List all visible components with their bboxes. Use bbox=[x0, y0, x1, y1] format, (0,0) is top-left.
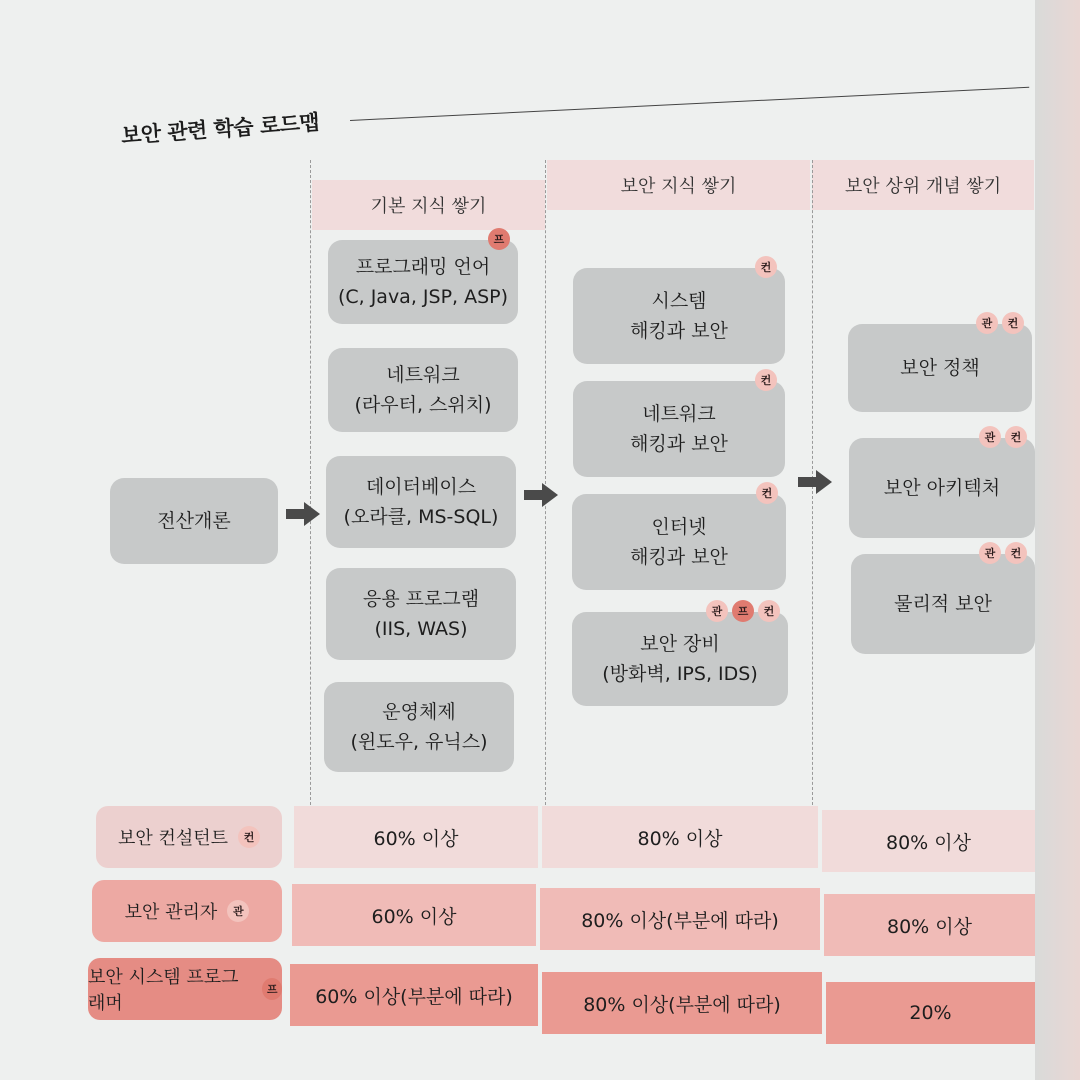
advanced-item-policy bbox=[848, 316, 1032, 412]
consultant-badge-icon: 컨 bbox=[756, 482, 778, 504]
column-header-security: 보안 지식 쌓기 bbox=[547, 160, 810, 210]
item-detail: (오라클, MS-SQL) bbox=[343, 506, 499, 528]
consultant-badge-icon: 컨 bbox=[1005, 426, 1027, 448]
role-cell-security: 80% 이상(부분에 따라) bbox=[540, 888, 820, 950]
role-cell-basic: 60% 이상 bbox=[294, 806, 538, 868]
item-detail: (방화벽, IPS, IDS) bbox=[602, 663, 758, 685]
item-title: 보안 장비 bbox=[640, 632, 720, 655]
badge-group bbox=[706, 600, 780, 622]
role-cell-basic: 60% 이상 bbox=[292, 884, 536, 946]
basic-item-database bbox=[326, 456, 516, 548]
manager-badge-icon: 관 bbox=[706, 600, 728, 622]
role-name: 보안 시스템 프로그래머 bbox=[88, 967, 239, 1014]
badge-group bbox=[756, 482, 778, 504]
role-cell-advanced: 80% 이상 bbox=[824, 894, 1035, 956]
item-title: 보안 정책 bbox=[900, 356, 980, 379]
arrow-right-icon bbox=[286, 502, 320, 526]
item-title: 응용 프로그램 bbox=[362, 587, 480, 610]
page-title: 보안 관련 학습 로드맵 bbox=[120, 110, 320, 148]
badge-group bbox=[755, 256, 777, 278]
role-label-manager bbox=[92, 880, 282, 942]
item-detail: 해킹과 보안 bbox=[630, 433, 728, 455]
arrow-right-icon bbox=[798, 470, 832, 494]
badge-group bbox=[488, 228, 510, 250]
security-item-internet bbox=[572, 486, 786, 590]
item-detail: (라우터, 스위치) bbox=[354, 394, 492, 416]
manager-badge-icon: 관 bbox=[227, 900, 249, 922]
start-box bbox=[110, 478, 278, 564]
security-item-equipment bbox=[572, 604, 788, 706]
badge-group bbox=[976, 312, 1024, 334]
column-header-basic: 기본 지식 쌓기 bbox=[312, 180, 545, 230]
consultant-badge-icon: 컨 bbox=[1002, 312, 1024, 334]
role-cell-advanced: 80% 이상 bbox=[822, 810, 1035, 872]
badge-group bbox=[755, 369, 777, 391]
security-item-network bbox=[573, 373, 785, 477]
basic-item-programming bbox=[328, 232, 518, 324]
item-title: 네트워크 bbox=[642, 402, 716, 425]
column-divider bbox=[310, 160, 311, 810]
arrow-right-icon bbox=[524, 483, 558, 507]
basic-item-application bbox=[326, 568, 516, 660]
programmer-badge-icon: 프 bbox=[488, 228, 510, 250]
column-header-advanced: 보안 상위 개념 쌓기 bbox=[812, 160, 1034, 210]
role-label-consultant bbox=[96, 806, 282, 868]
basic-item-os bbox=[324, 682, 514, 772]
manager-badge-icon: 관 bbox=[979, 542, 1001, 564]
item-title: 데이터베이스 bbox=[365, 475, 477, 498]
title-rule bbox=[350, 87, 1029, 122]
item-title: 프로그래밍 언어 bbox=[355, 255, 491, 278]
role-name: 보안 관리자 bbox=[124, 902, 218, 923]
manager-badge-icon: 관 bbox=[979, 426, 1001, 448]
item-title: 인터넷 bbox=[651, 515, 707, 538]
item-title: 보안 아키텍처 bbox=[883, 476, 1001, 499]
item-title: 시스템 bbox=[651, 289, 707, 312]
role-label-programmer bbox=[88, 958, 282, 1020]
item-detail: (C, Java, JSP, ASP) bbox=[337, 286, 509, 308]
item-detail: (윈도우, 유닉스) bbox=[350, 731, 488, 753]
consultant-badge-icon: 컨 bbox=[238, 826, 260, 848]
item-title: 네트워크 bbox=[386, 363, 460, 386]
manager-badge-icon: 관 bbox=[976, 312, 998, 334]
item-title: 물리적 보안 bbox=[894, 592, 992, 615]
role-cell-advanced: 20% bbox=[826, 982, 1035, 1044]
role-cell-basic: 60% 이상(부분에 따라) bbox=[290, 964, 538, 1026]
role-name: 보안 컨설턴트 bbox=[117, 828, 229, 849]
start-box-label: 전산개론 bbox=[157, 509, 231, 532]
consultant-badge-icon: 컨 bbox=[755, 256, 777, 278]
programmer-badge-icon: 프 bbox=[262, 978, 282, 1000]
item-detail: (IIS, WAS) bbox=[374, 618, 468, 640]
item-detail: 해킹과 보안 bbox=[630, 320, 728, 342]
programmer-badge-icon: 프 bbox=[732, 600, 754, 622]
page-edge bbox=[1035, 0, 1080, 1080]
basic-item-network bbox=[328, 348, 518, 432]
badge-group bbox=[979, 426, 1027, 448]
security-item-system bbox=[573, 260, 785, 364]
advanced-item-physical bbox=[851, 546, 1035, 654]
consultant-badge-icon: 컨 bbox=[758, 600, 780, 622]
consultant-badge-icon: 컨 bbox=[1005, 542, 1027, 564]
role-cell-security: 80% 이상 bbox=[542, 806, 818, 868]
consultant-badge-icon: 컨 bbox=[755, 369, 777, 391]
advanced-item-architecture bbox=[849, 430, 1035, 538]
badge-group bbox=[979, 542, 1027, 564]
item-detail: 해킹과 보안 bbox=[630, 546, 728, 568]
role-cell-security: 80% 이상(부분에 따라) bbox=[542, 972, 822, 1034]
item-title: 운영체제 bbox=[382, 700, 456, 723]
